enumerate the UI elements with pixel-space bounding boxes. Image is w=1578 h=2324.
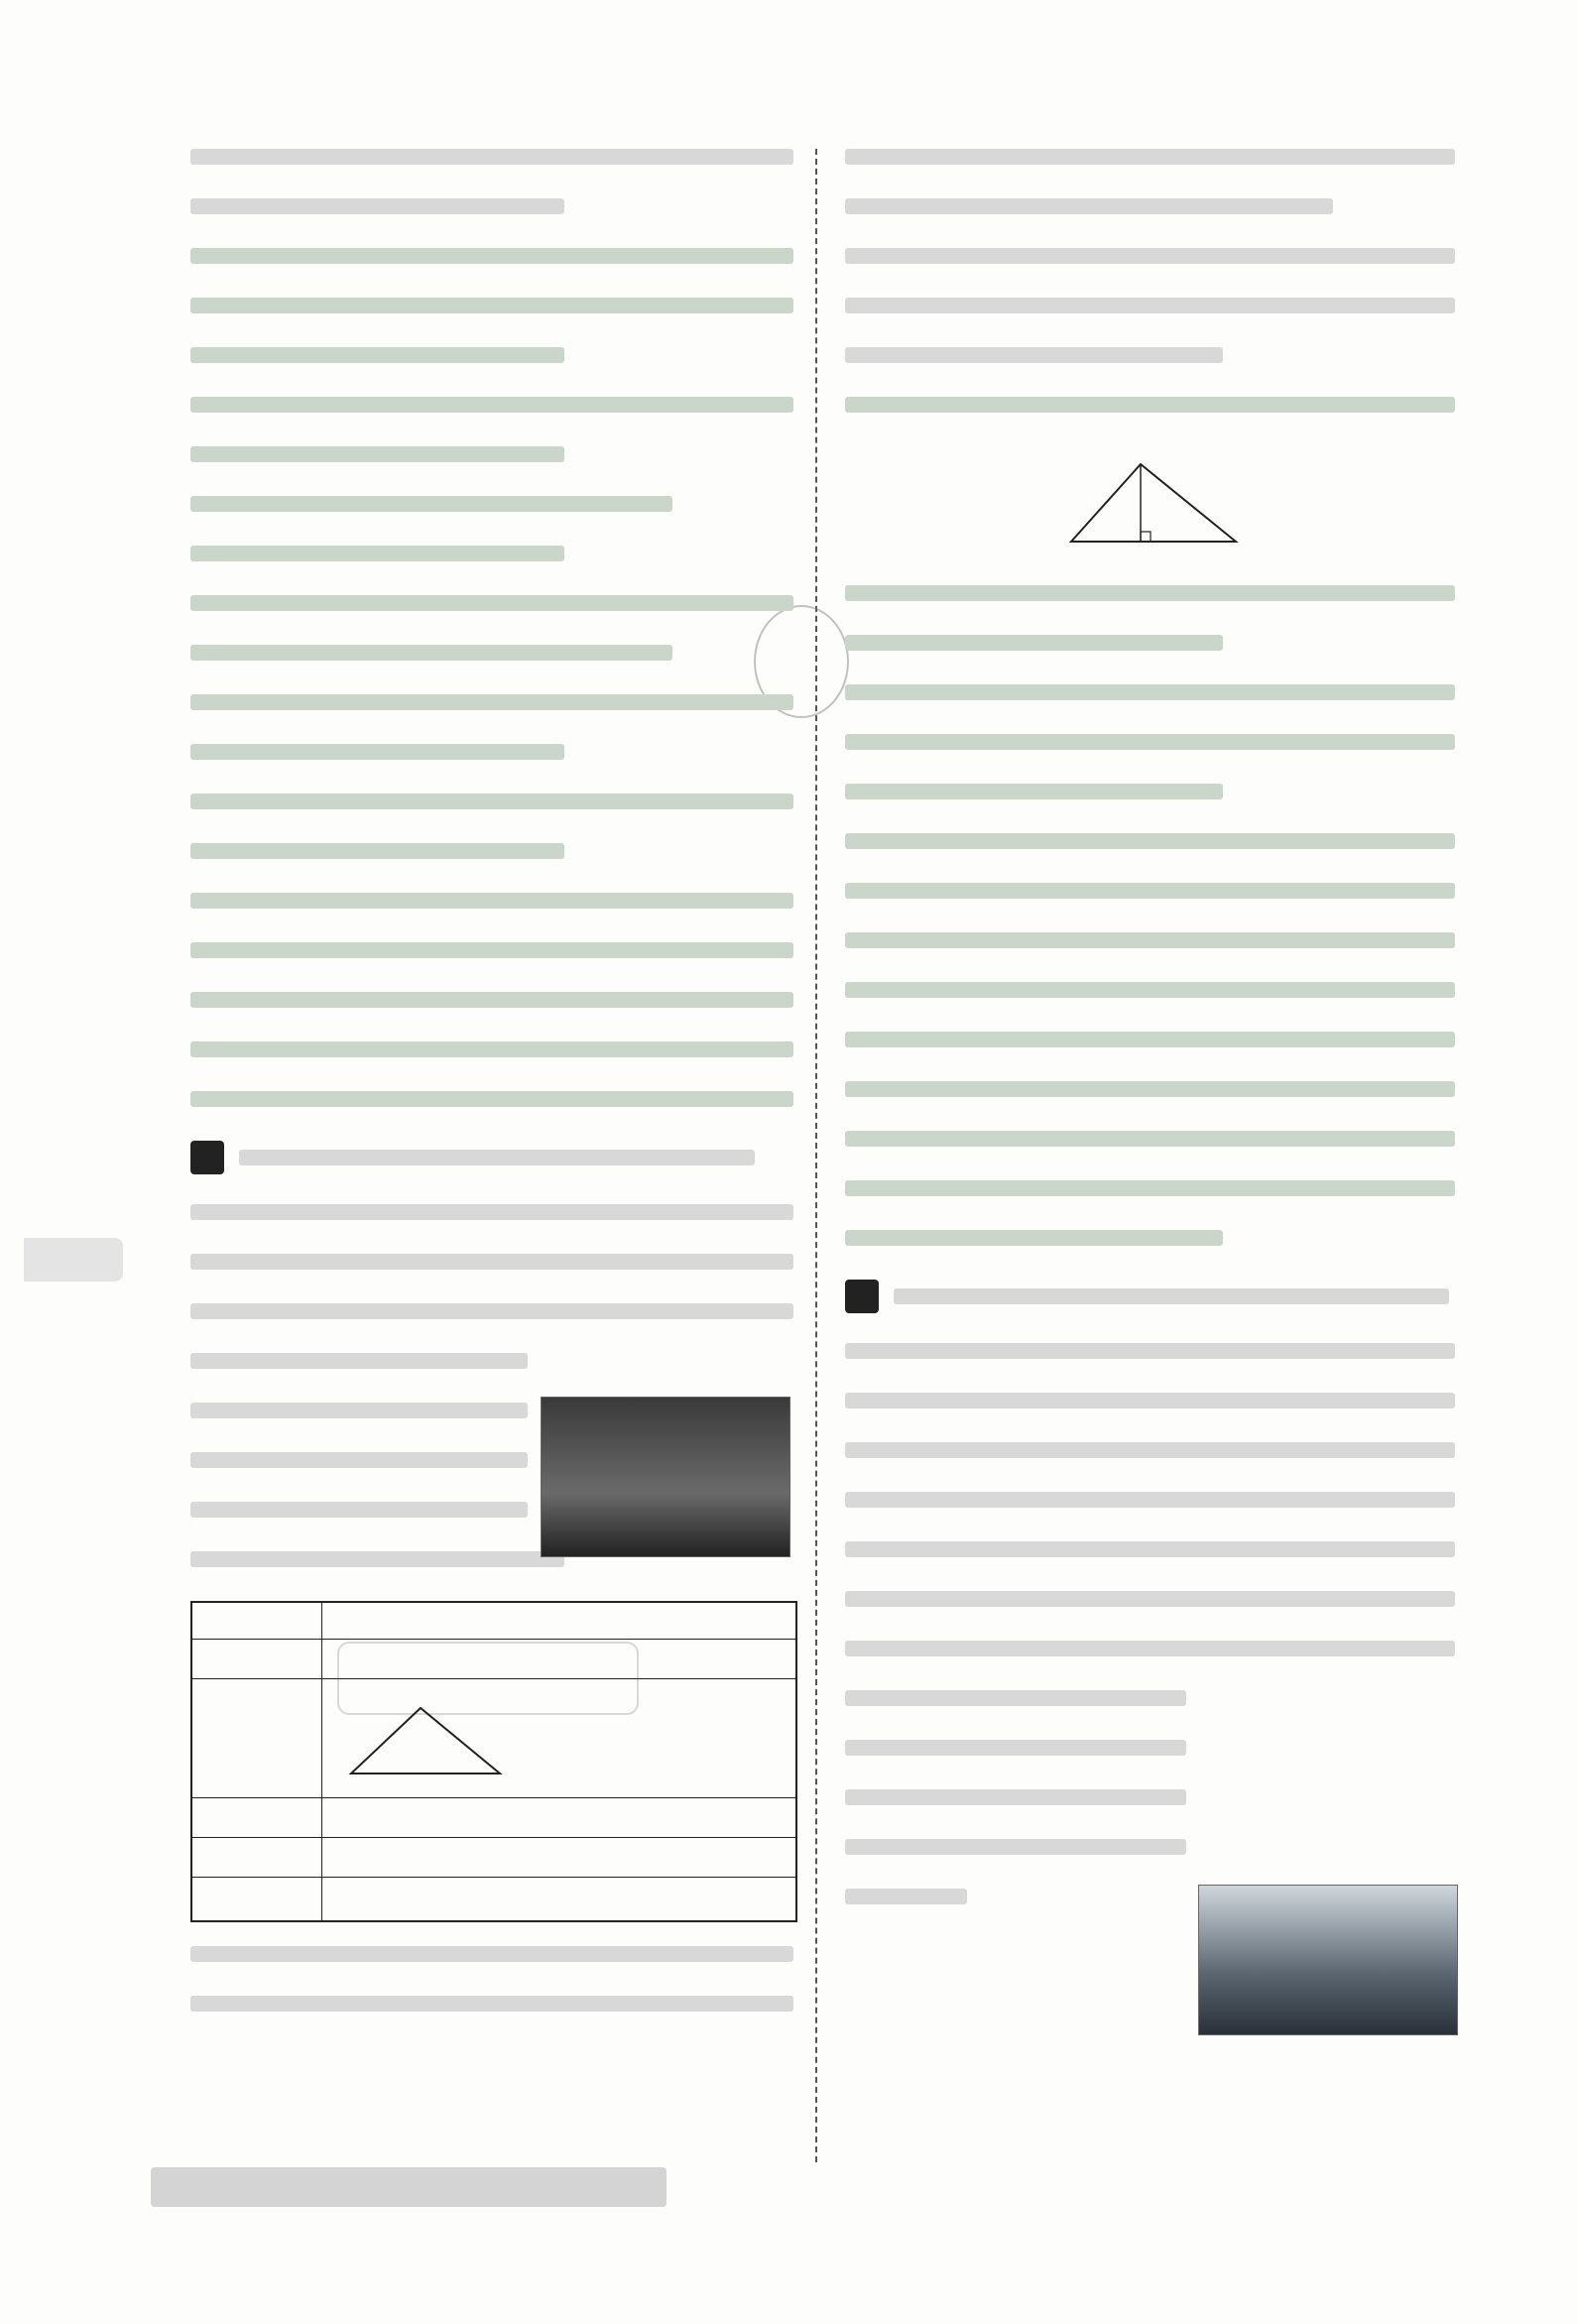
- solution-line: [845, 1081, 1455, 1097]
- solution-line: [190, 744, 564, 760]
- solution-line: [190, 843, 564, 859]
- solution-line: [845, 585, 1455, 601]
- solution-line: [845, 1230, 1223, 1246]
- text-line: [190, 198, 564, 214]
- text-line: [845, 149, 1455, 165]
- page-footer-bar: [151, 2167, 667, 2207]
- solution-line: [190, 694, 793, 710]
- solution-line: [845, 635, 1223, 651]
- text-line: [190, 1452, 528, 1468]
- text-line: [190, 1502, 528, 1518]
- text-line: [190, 1403, 528, 1418]
- solution-line: [845, 883, 1455, 899]
- text-line: [190, 1551, 564, 1567]
- question-marker: [845, 1280, 879, 1313]
- solution-line: [190, 496, 672, 512]
- solution-line: [190, 595, 793, 611]
- text-line: [845, 1690, 1186, 1706]
- left-column: [190, 149, 793, 2045]
- table-triangle-diagram: [341, 1698, 510, 1783]
- text-line: [845, 198, 1333, 214]
- text-line: [239, 1150, 755, 1165]
- solution-line: [190, 446, 564, 462]
- sidebar-tab: [24, 1238, 123, 1282]
- text-line: [190, 149, 793, 165]
- text-line: [190, 1946, 793, 1962]
- text-line: [894, 1288, 1449, 1304]
- text-line: [845, 347, 1223, 363]
- text-line: [845, 1541, 1455, 1557]
- column-divider: [815, 149, 817, 2162]
- text-line: [845, 1393, 1455, 1408]
- text-line: [190, 1996, 793, 2012]
- solution-line: [190, 992, 793, 1008]
- solution-line: [845, 684, 1455, 700]
- measurement-table: [190, 1601, 797, 1922]
- text-line: [845, 1492, 1455, 1508]
- solar-panel-photo: [1198, 1885, 1458, 2035]
- solution-line: [845, 1032, 1455, 1047]
- solution-line: [845, 1180, 1455, 1196]
- text-line: [845, 1740, 1186, 1756]
- text-line: [190, 1353, 528, 1369]
- bridge-photo: [541, 1397, 790, 1557]
- question-5: [845, 1280, 1455, 1904]
- text-line: [190, 1303, 793, 1319]
- solution-line: [190, 942, 793, 958]
- text-line: [845, 1641, 1455, 1656]
- solution-line: [190, 397, 793, 413]
- text-line: [845, 1839, 1186, 1855]
- solution-line: [190, 298, 793, 313]
- text-line: [190, 1204, 793, 1220]
- solution-line: [845, 734, 1455, 750]
- solution-line: [190, 893, 793, 909]
- solution-line: [190, 1041, 793, 1057]
- solution-line: [190, 546, 564, 561]
- solution-line: [190, 1091, 793, 1107]
- text-line: [845, 298, 1455, 313]
- solution-line: [845, 833, 1455, 849]
- solution-line: [845, 1131, 1455, 1147]
- answer-figure: [1051, 446, 1250, 565]
- solution-line: [190, 645, 672, 661]
- text-line: [845, 1889, 967, 1904]
- text-line: [845, 1343, 1455, 1359]
- solution-line: [190, 248, 793, 264]
- text-line: [190, 1254, 793, 1270]
- text-line: [845, 1789, 1186, 1805]
- text-line: [845, 248, 1455, 264]
- question-4: [190, 1141, 793, 2012]
- solution-line: [845, 932, 1455, 948]
- solution-line: [845, 982, 1455, 998]
- solution-line: [190, 347, 564, 363]
- solution-line: [190, 794, 793, 809]
- question-marker: [190, 1141, 224, 1174]
- solution-line: [845, 397, 1455, 413]
- solution-line: [845, 784, 1223, 799]
- text-line: [845, 1591, 1455, 1607]
- right-column: [845, 149, 1455, 1938]
- text-line: [845, 1442, 1455, 1458]
